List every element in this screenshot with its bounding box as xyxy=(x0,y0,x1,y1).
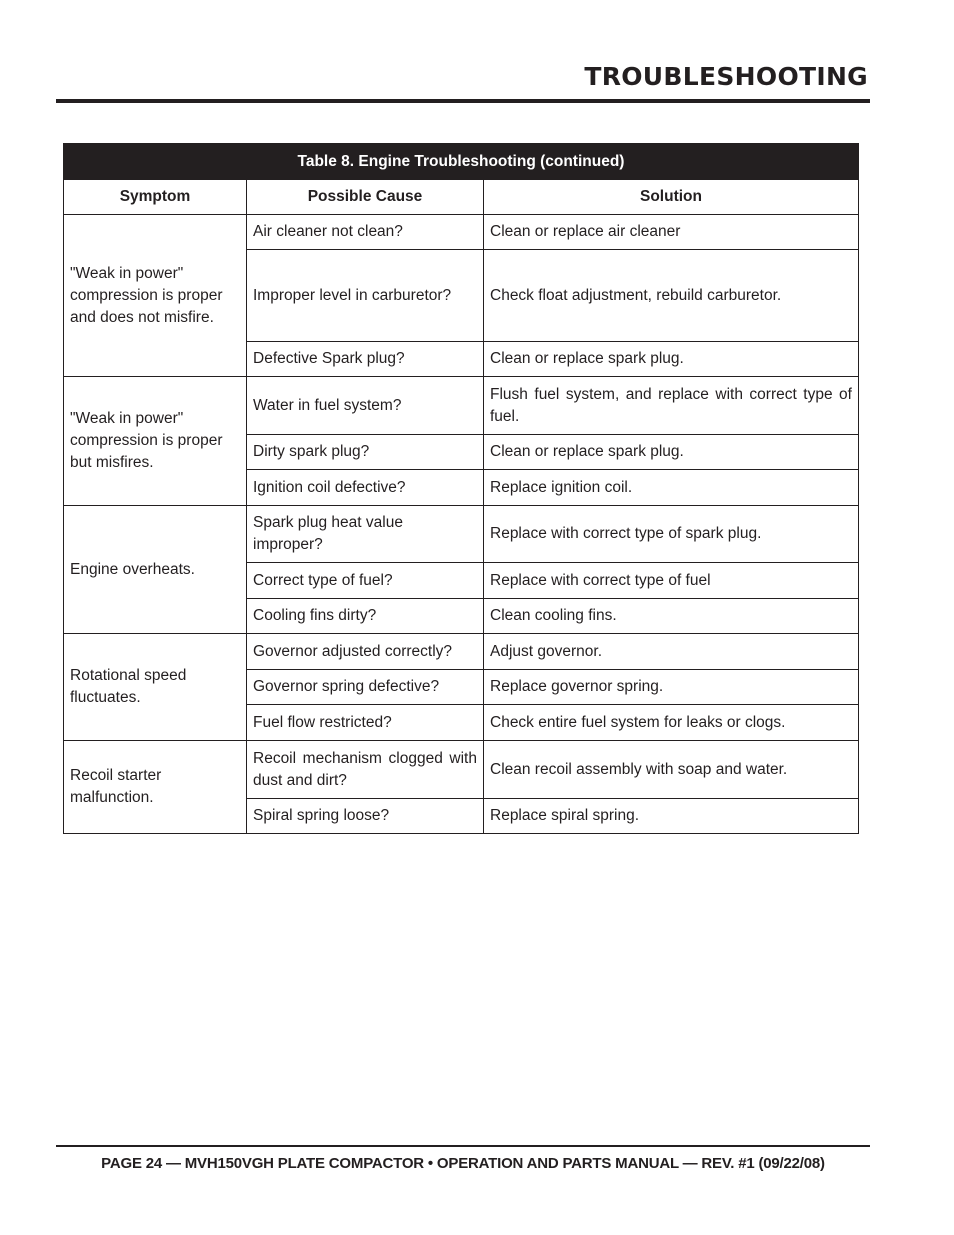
solution-cell: Check float adjustment, rebuild carburetor. xyxy=(484,250,859,342)
cause-cell: Improper level in carburetor? xyxy=(247,250,484,342)
solution-cell: Flush fuel system, and replace with correct type of fuel. xyxy=(484,377,859,435)
cause-cell: Governor spring defective? xyxy=(247,670,484,705)
cause-cell: Fuel flow restricted? xyxy=(247,705,484,741)
cause-cell: Ignition coil defective? xyxy=(247,470,484,506)
solution-cell: Replace ignition coil. xyxy=(484,470,859,506)
page-footer: PAGE 24 — MVH150VGH PLATE COMPACTOR • OPERATION AND PARTS MANUAL — REV. #1 (09/22/08) xyxy=(101,1155,825,1172)
solution-cell: Clean or replace spark plug. xyxy=(484,342,859,377)
solution-cell: Replace with correct type of fuel xyxy=(484,563,859,599)
cause-cell: Correct type of fuel? xyxy=(247,563,484,599)
table-row xyxy=(64,377,859,435)
page-title: TROUBLESHOOTING xyxy=(584,62,868,91)
symptom-cell: Rotational speed fluctuates. xyxy=(64,634,247,741)
symptom-cell: "Weak in power" compression is proper and does not misfire. xyxy=(64,215,247,377)
solution-cell: Clean or replace spark plug. xyxy=(484,435,859,470)
solution-cell: Adjust governor. xyxy=(484,634,859,670)
solution-cell: Replace with correct type of spark plug. xyxy=(484,506,859,563)
cause-cell: Spiral spring loose? xyxy=(247,799,484,834)
solution-cell: Replace governor spring. xyxy=(484,670,859,705)
solution-cell: Clean or replace air cleaner xyxy=(484,215,859,250)
table-row xyxy=(64,506,859,563)
troubleshooting-table xyxy=(63,143,859,834)
cause-cell: Air cleaner not clean? xyxy=(247,215,484,250)
solution-cell: Check entire fuel system for leaks or clogs. xyxy=(484,705,859,741)
cause-cell: Water in fuel system? xyxy=(247,377,484,435)
column-header-cause: Possible Cause xyxy=(247,180,484,215)
header-rule xyxy=(56,99,870,103)
column-header-symptom: Symptom xyxy=(64,180,247,215)
symptom-cell: Recoil starter malfunction. xyxy=(64,741,247,834)
symptom-cell: Engine overheats. xyxy=(64,506,247,634)
cause-cell: Cooling fins dirty? xyxy=(247,599,484,634)
cause-cell: Defective Spark plug? xyxy=(247,342,484,377)
column-header-solution: Solution xyxy=(484,180,859,215)
table-caption: Table 8. Engine Troubleshooting (continued) xyxy=(64,144,859,180)
cause-cell: Spark plug heat value improper? xyxy=(247,506,484,563)
cause-cell: Dirty spark plug? xyxy=(247,435,484,470)
table-row xyxy=(64,741,859,799)
table-row xyxy=(64,215,859,250)
table-row xyxy=(64,634,859,670)
footer-rule xyxy=(56,1145,870,1147)
solution-cell: Replace spiral spring. xyxy=(484,799,859,834)
solution-cell: Clean recoil assembly with soap and water. xyxy=(484,741,859,799)
solution-cell: Clean cooling fins. xyxy=(484,599,859,634)
cause-cell: Governor adjusted correctly? xyxy=(247,634,484,670)
symptom-cell: "Weak in power" compression is proper but misfires. xyxy=(64,377,247,506)
cause-cell: Recoil mechanism clogged with dust and dirt? xyxy=(247,741,484,799)
